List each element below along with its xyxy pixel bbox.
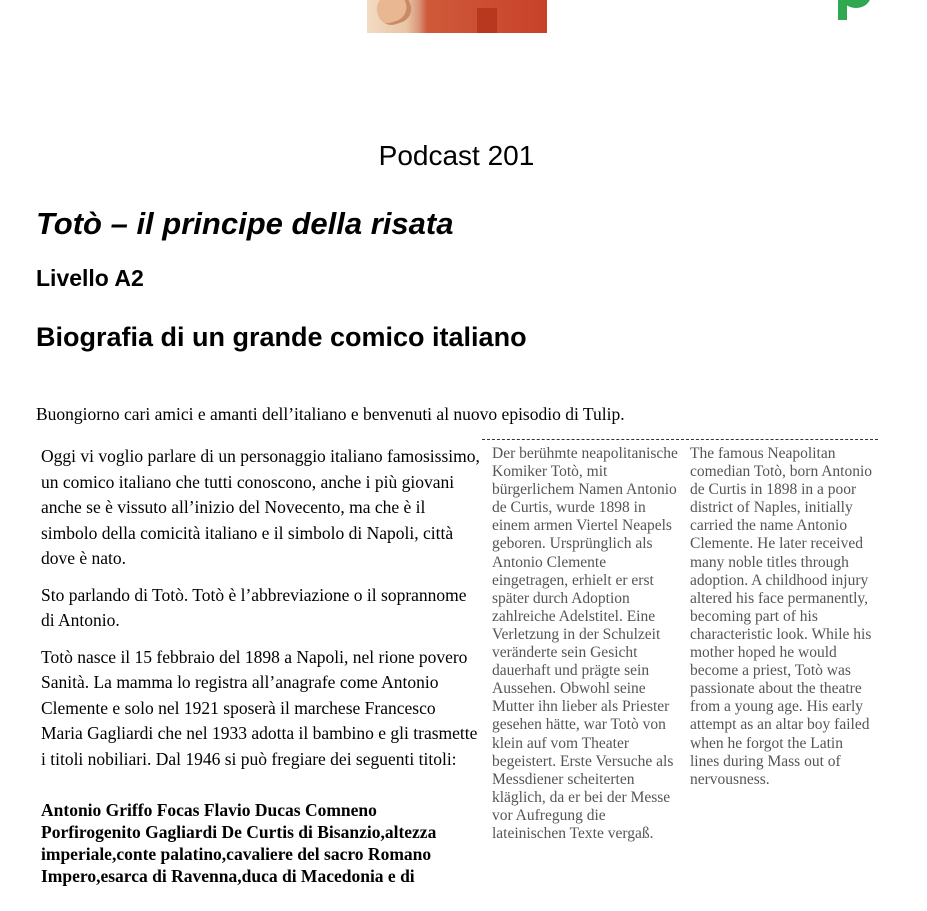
english-translation: The famous Neapolitan comedian Totò, born Antonio de Curtis in 1898 in a poor district of Naples, initially carried the name Antonio Clemente. He later received many noble titles through adoption. A childhood injury altered his face permanently, becoming part of his characteristic look. While his mother hoped he would become a priest, Totò was passionate about the theatre from a young age. His early attempt as an altar boy failed when he forgot the Latin lines during Mass out of nervousness. xyxy=(690,445,873,788)
episode-subtitle: Biografia di un grande comico italiano xyxy=(36,322,527,352)
paragraph: Sto parlando di Totò. Totò è l’abbreviazione o il soprannome di Antonio. xyxy=(41,584,467,630)
podcast-label: Podcast 201 xyxy=(378,140,535,171)
paragraph: Oggi vi voglio parlare di un personaggio italiano famosissimo, un comico italiano che tutti conoscono, anche i più giovani anche se è vissuto all’inizio del Novecento, ma che è il simbolo della comicità italiano e il simbolo di Napoli, città dove è nato. xyxy=(41,446,480,568)
intro-text: Buongiorno cari amici e amanti dell’italiano e benvenuti al nuovo episodio di Tulip. xyxy=(36,404,625,424)
episode-title: Totò – il principe della risata xyxy=(36,206,454,241)
italian-text-column xyxy=(41,444,481,898)
level-label: Livello A2 xyxy=(36,265,144,291)
hand-graphic xyxy=(373,0,415,29)
noble-titles-text: Antonio Griffo Focas Flavio Ducas Comneno Porfirogenito Gagliardi De Curtis di Bisanzio,altezza imperiale,conte palatino,cavaliere del sacro Romano Impero,esarca di Ravenna,duca di Macedonia e di xyxy=(41,800,437,886)
toto-portrait-photo xyxy=(367,0,547,33)
german-translation: Der berühmte neapolitanische Komiker Totò, mit bürgerlichem Namen Antonio de Curtis, wurde 1898 in einem armen Viertel Neapels geboren. Ursprünglich als Antonio Clemente eingetragen, erhielt er erst später durch Adoption zahlreiche Adelstitel. Eine Verletzung in der Schulzeit veränderte sein Gesicht dauerhaft und prägte sein Aussehen. Obwohl seine Mutter ihn lieber als Priester gesehen hätte, war Totò von klein auf vom Theater begeistert. Erste Versuche als Messdiener scheiterten kläglich, da er bei der Messe vor Aufregung die lateinischen Texte vergaß. xyxy=(492,445,678,842)
tulip-logo-icon xyxy=(838,0,878,20)
paragraph: Totò nasce il 15 febbraio del 1898 a Napoli, nel rione povero Sanità. La mamma lo registra all’anagrafe come Antonio Clemente e solo nel 1921 sposerà il marchese Francesco Maria Gagliardi che nel 1933 adotta il bambino e gli trasmette i titoli nobiliari. Dal 1946 si può fregiare dei seguenti titoli: xyxy=(41,646,478,769)
collar-graphic xyxy=(477,8,497,33)
dashed-divider xyxy=(482,439,878,440)
